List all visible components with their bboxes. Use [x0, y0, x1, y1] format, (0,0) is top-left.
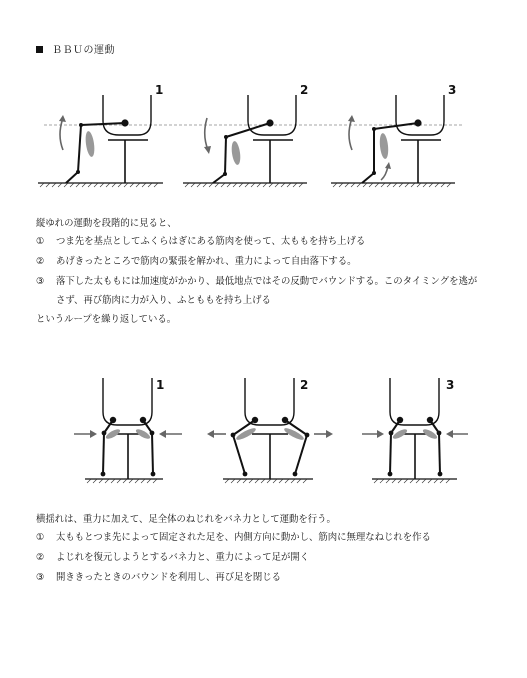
- vertical-outro: というループを繰り返している。: [36, 314, 177, 325]
- vertical-step-3: ③ 落下した太ももには加速度がかかり、最低地点ではその反動でバウンドする。このタイミングを逃が: [36, 276, 478, 287]
- horizontal-step-1: ① 太ももとつま先によって固定された足を、内側方向に動かし、筋肉に無理なねじれを作る: [36, 532, 431, 543]
- horizontal-figure-1: [74, 378, 182, 479]
- right-shin: [439, 433, 440, 474]
- horizontal-step-3: ③ 開ききったときのバウンドを利用し、再び足を閉じる: [36, 572, 282, 583]
- right-shin: [152, 433, 153, 474]
- figure-number: 2: [300, 83, 309, 97]
- figure-number: 1: [155, 83, 164, 97]
- vertical-intro: 縦ゆれの運動を段階的に見ると、: [36, 218, 177, 229]
- left-shin: [103, 433, 104, 474]
- figure-number: 1: [156, 378, 165, 392]
- left-shin: [390, 433, 391, 474]
- vertical-step-1: ① つま先を基点としてふくらはぎにある筋肉を使って、太ももを持ち上げる: [36, 236, 366, 247]
- horizontal-intro: 横揺れは、重力に加えて、足全体のねじれをバネ力として運動を行う。: [36, 514, 336, 525]
- horizontal-figure-3: [362, 378, 468, 479]
- vertical-step-3-continuation: さず、再び筋肉に力が入り、ふとももを持ち上げる: [56, 295, 271, 306]
- horizontal-step-2: ② よじれを復元しようとするバネ力と、重力によって足が開く: [36, 552, 310, 563]
- figure-number: 3: [446, 378, 455, 392]
- horizontal-figure-2: [207, 378, 333, 479]
- figure-number: 2: [300, 378, 309, 392]
- heading-text: ＢＢＵの運動: [52, 45, 115, 56]
- vertical-step-2: ② あげきったところで筋肉の緊張を解かれ、重力によって自由落下する。: [36, 256, 357, 267]
- right-shin: [295, 435, 307, 474]
- figure-number: 3: [448, 83, 457, 97]
- left-shin: [233, 435, 245, 474]
